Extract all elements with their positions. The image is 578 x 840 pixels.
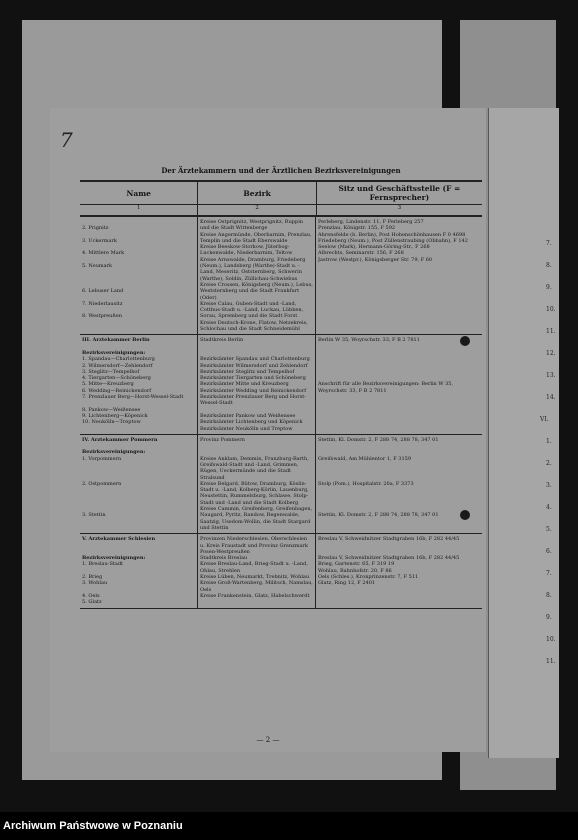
cell-line: Friedeberg (Neum.), Post Züllenstraubing (Obbahn), F 142 [318,237,468,244]
cell-line: Kreise Angermünde, Oberbarnim, Prenzlau, Templin und die Stadt Eberswalde [200,231,312,244]
cell-line: Bezirksämter Pankow und Weißensee [200,412,296,419]
cell-line: 3. Uckermark [82,237,117,244]
document-page [50,108,486,752]
fragment-number: 8. [546,592,552,599]
cell-line: Bezirksämter Spandau und Charlottenburg [200,356,310,363]
cell-line: Bezirksämter Wilmersdorf und Zehlendorf [200,362,308,369]
cell-line: Perleberg, Lindenstr. 11, F Perleberg 257 [318,219,424,225]
cell-line: Kreise Groß-Wartenberg, Militsch, Namslau, Oels [200,580,313,593]
cell-line: 1. Spandau—Charlottenburg [82,356,155,363]
cell-line: 1. Breslau-Stadt [82,561,124,568]
table-sections [80,217,482,609]
section-sitz-cell [316,335,482,433]
fragment-number: 13. [546,372,556,379]
fragment-number: 3. [546,482,552,489]
section-sitz-cell [316,435,482,533]
cell-line: 4. Mittlere Mark [82,250,125,257]
fragment-number: 4. [546,504,552,511]
cell-line: 4. Tiergarten—Schöneberg [82,375,151,382]
cell-line: Breslau V, Schweidnitzer Stadtgraben 16b, F 282 44/45 [318,555,460,562]
cell-line: 5. Neumark [82,263,113,270]
cell-line: Provinz Pommern [200,436,245,443]
table-section [80,217,482,335]
fragment-number: 14. [546,394,556,401]
fragment-number: 8. [546,262,552,269]
cell-line: Ahrensfelde (b. Berlin), Post Hohenschönhausen F 0 4698 [318,231,466,238]
cell-line: Anschrift für alle Bezirksvereinigungen: Berlin W 35, Woyrschstr. 33, F B 2 7811 [318,381,454,394]
fragment-number: 7. [546,240,552,247]
fragment-number: 1. [546,438,552,445]
cell-line: 8. Pankow—Weißensee [82,406,141,413]
cell-line: Bezirksämter Wedding und Reinickendorf [200,387,307,394]
cell-line: 4. Oels [82,592,100,599]
cell-line: Kreise Crossen, Königsberg (Neum.), Lebus, Weststernberg und die Stadt Frankfurt (Oder) [200,281,313,301]
cell-line: Brieg, Gartenstr. 65, F 319 19 [318,561,395,568]
cell-line: Stettin, Kl. Domstr. 2, F 288 74, 288 78, 347 01 [318,436,439,443]
cell-line: Stadtkreis Berlin [200,337,244,344]
cell-line: V. Ärztekammer Schlesien [82,536,156,543]
section-name-cell [80,534,198,607]
cell-line: Kreise Anklam, Demmin, Franzburg-Barth, Greifswald-Stadt und -Land, Grimmen, Rügen, Ueckermünde und die Stadt Stralsund [200,455,309,481]
page-footer-number: — 2 — [256,736,280,744]
cell-line: Berlin W 35, Woyrschstr. 33, F B 2 7811 [318,337,420,344]
cell-line: Glatz, Ring 12, F 2401 [318,580,376,587]
cell-line: 6. Wedding—Reinickendorf [82,387,152,394]
cell-line: IV. Ärztekammer Pommern [82,436,158,443]
cell-line: Bezirksämter Lichtenberg und Köpenick [200,419,303,426]
cell-line: Stettin, Kl. Domstr. 2, F 288 74, 288 78, 347 01 [318,512,439,519]
column-number: 3 [397,205,402,211]
fragment-number: 12. [546,350,556,357]
cell-line: 3. Wohlau [82,580,108,587]
section-bezirk-cell [198,335,316,433]
fragment-number: 9. [546,284,552,291]
table-section [80,335,482,434]
column-numbers [80,205,482,217]
punch-hole [460,510,470,520]
fragment-number: 5. [546,526,552,533]
column-headers [80,182,482,205]
cell-line: Bezirksämter Steglitz und Tempelhof [200,368,295,375]
cell-line: Kreise Lüben, Neumarkt, Trebnitz, Wohlau [200,574,310,581]
fragment-number: 11. [546,328,556,335]
cell-line: Kreise Beeskow-Storkow, Jüterbog-Luckenwalde, Niederbarnim, Teltow [200,244,293,257]
fragment-number: 10. [546,306,556,313]
section-bezirk-cell [198,435,316,533]
punch-hole [460,336,470,346]
cell-line: Bezirksvereinigungen: [82,449,146,456]
cell-line: 10. Neukölln—Treptow [82,419,141,426]
cell-line: 2. Prignitz [82,225,109,232]
section-bezirk-cell [198,217,316,334]
section-sitz-cell [316,217,482,334]
cell-line: 3. Steglitz—Tempelhof [82,368,140,375]
cell-line: Stolp (Pom.), Hospitalstr. 20a, F 3373 [318,480,414,487]
cell-line: Provinzen Niederschlesien, Oberschlesien u. Kreis Fraustadt und Provinz Grenzmark Posen-Westpreußen [200,536,308,555]
cell-line: III. Ärztekammer Berlin [82,337,150,344]
directory-table [80,180,482,609]
cell-line: 5. Mitte—Kreuzberg [82,381,134,388]
fragment-number: 2. [546,460,552,467]
section-name-cell [80,435,198,533]
cell-line: 2. Brieg [82,574,103,581]
cell-line: Bezirksämter Tiergarten und Schöneberg [200,375,306,382]
cell-line: Greifswald, Am Mühlentor 1, F 3159 [318,455,412,462]
fragment-number: VI. [540,416,549,423]
cell-line: 7. Niederlausitz [82,300,123,307]
column-header-name: Name [80,182,198,204]
cell-line: Prenzlau, Königstr. 155, F 592 [318,225,396,232]
cell-line: 7. Prenzlauer Berg—Horst-Wessel-Stadt [82,394,184,401]
column-number: 1 [80,205,198,215]
section-bezirk-cell [198,534,316,607]
cell-line: Wohlau, Bahnhofstr. 20, F 86 [318,567,392,574]
column-number: 2 [198,205,316,215]
section-sitz-cell [316,534,482,607]
cell-line: Stadtkreis Breslau [200,555,248,562]
handwritten-page-number: 7 [60,128,73,152]
section-name-cell [80,335,198,433]
table-section [80,534,482,608]
cell-line: Bezirksvereinigungen: [82,555,146,562]
cell-line: Kreise Ostprignitz, Westprignitz, Ruppin und die Stadt Wittenberge [200,219,304,232]
cell-line: Kreise Calau, Guben-Stadt und -Land, Cottbus-Stadt u. -Land, Luckau, Lübben, Sorau, Spremberg und die Stadt Forst [200,300,304,320]
cell-line: Kreise Cammin, Greifenberg, Greifenhagen, Naugard, Pyritz, Randow, Regenwalde, Saatzig, Usedom-Wollin, die Stadt Stargard und Stettin [200,506,313,531]
cell-line: Jastrow (Westpr.), Königsberger Str. 79, F 60 [318,256,433,263]
table-section [80,435,482,534]
cell-line: Bezirksämter Neukölln und Treptow [200,425,293,432]
cell-line: Bezirksämter Prenzlauer Berg und Horst-Wessel-Stadt [200,394,306,407]
column-header-bezirk: Bezirk [198,182,316,204]
cell-line: 3. Stettin [82,512,106,519]
cell-line: 2. Wilmersdorf—Zehlendorf [82,362,153,369]
table-header-title: Der Ärztekammern und der Ärztlichen Bezirksvereinigungen [161,166,401,175]
fragment-number: 10. [546,636,556,643]
cell-line: Oels (Schles.), Kronprinzenstr. 7, F 511 [318,574,419,581]
cell-line: Breslau V, Schweidnitzer Stadtgraben 16b, F 282 44/45 [318,536,460,543]
cell-line: Kreise Breslau-Land, Brieg-Stadt u. -Land, Ohlau, Strehlen [200,561,308,574]
cell-line: 9. Lichtenberg—Köpenick [82,412,148,419]
cell-line: 5. Glatz [82,599,102,606]
column-header-sitz: Sitz und Geschäftsstelle (F = Fernsprecher) [338,184,461,202]
cell-line: Bezirksämter Mitte und Kreuzberg [200,381,289,388]
cell-line: 8. Westpreußen [82,313,122,320]
cell-line: Bezirksvereinigungen: [82,349,146,356]
cell-line: Kreise Deutsch-Krone, Flatow, Netzekreis, Schlochau und die Stadt Schneidemühl [200,319,308,333]
fragment-number: 9. [546,614,552,621]
fragment-number: 6. [546,548,552,555]
cell-line: Kreise Arnswalde, Dramburg, Friedeberg (Neum.), Landsberg (Warthe)-Stadt u. -Land, Meseritz, Oststernberg, Schwerin (Warthe), Soldin, Züllichau-Schwiebus [200,256,306,282]
fragment-number: 11. [546,658,556,665]
cell-line: 6. Lebuser Land [82,288,124,295]
cell-line: 1. Vorpommern [82,455,122,462]
archive-caption: Archiwum Państwowe w Poznaniu [0,812,578,840]
cell-line: Kreise Frankenstein, Glatz, Habelschwerdt [200,592,310,599]
cell-line: 2. Ostpommern [82,480,122,487]
cell-line: Seelow (Mark), Hermann-Göring-Str., F 268 [318,244,430,251]
section-name-cell [80,217,198,334]
cell-line: Kreise Belgard, Bütow, Dramburg, Köslin-Stadt u. -Land, Kolberg-Körlin, Lauenburg, Neustettin, Rummelsburg, Schlawe, Stolp-Stadt und -Land und die Stadt Kolberg [200,480,309,506]
fragment-number: 7. [546,570,552,577]
cell-line: Albrechts, Seminarstr. 156, F 268 [318,250,404,257]
